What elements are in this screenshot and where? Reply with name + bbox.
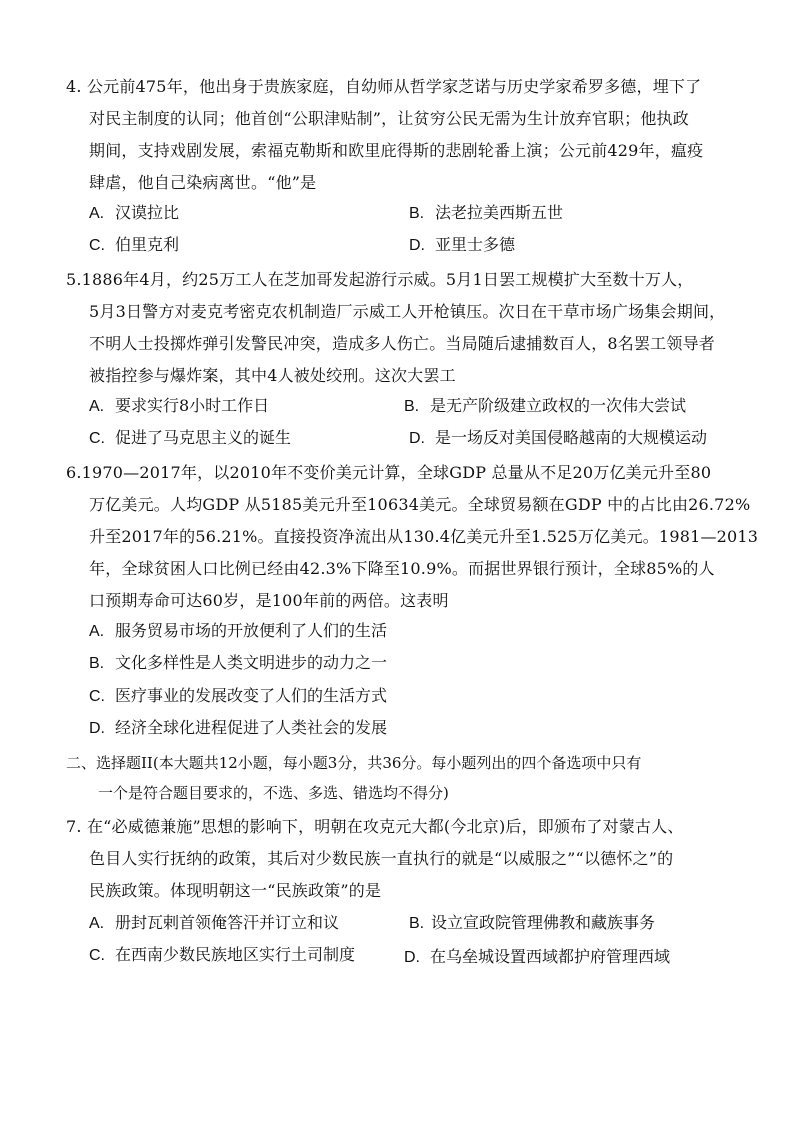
option-d: D. 在乌垒城设置西域都护府管理西域 — [404, 947, 671, 966]
question-text-line: 6.1970—2017年，以2010年不变价美元计算，全球GDP 总量从不足20万亿美元升至80 — [66, 463, 712, 482]
question-text-line: 民族政策。体现明朝这一“民族政策”的是 — [89, 881, 382, 900]
option-b: B. 文化多样性是人类文明进步的动力之一 — [89, 653, 388, 672]
question-text-line: 肆虐，他自己染病离世。“他”是 — [89, 173, 317, 192]
option-a: A. 服务贸易市场的开放便利了人们的生活 — [89, 621, 388, 640]
section-title: 二、选择题II(本大题共12小题，每小题3分，共36分。每小题列出的四个备选项中只有 — [66, 754, 642, 772]
question-text-line: 不明人士投掷炸弹引发警民冲突，造成多人伤亡。当局随后逮捕数百人，8名罢工领导者 — [89, 334, 715, 353]
question-text-line: 4. 公元前475年，他出身于贵族家庭，自幼师从哲学家芝诺与历史学家希罗多德，埋下了 — [66, 77, 702, 96]
option-a: A. 汉谟拉比 — [89, 203, 180, 222]
question-text-line: 年，全球贫困人口比例已经由42.3%下降至10.9%。而据世界银行预计，全球85%的人 — [89, 559, 715, 578]
option-d: D. 亚里士多德 — [409, 235, 516, 254]
question-text-line: 对民主制度的认同；他首创“公职津贴制”，让贫穷公民无需为生计放弃官职；他执政 — [89, 109, 689, 128]
question-text-line: 万亿美元。人均GDP 从5185美元升至10634美元。全球贸易额在GDP 中的占比由26.72% — [89, 495, 751, 514]
section-subtitle: 一个是符合题目要求的，不选、多选、错选均不得分) — [98, 784, 449, 802]
option-c: C. 伯里克利 — [89, 235, 180, 254]
option-d: D. 经济全球化进程促进了人类社会的发展 — [89, 718, 388, 737]
question-text-line: 5月3日警方对麦克考密克农机制造厂示威工人开枪镇压。次日在干草市场广场集会期间， — [89, 302, 726, 321]
question-text-line: 5.1886年4月，约25万工人在芝加哥发起游行示威。5月1日罢工规模扩大至数十万人， — [66, 270, 694, 289]
option-b: B. 是无产阶级建立政权的一次伟大尝试 — [404, 396, 687, 415]
question-text-line: 升至2017年的56.21%。直接投资净流出从130.4亿美元升至1.525万亿美元。1981—2013 — [89, 527, 759, 546]
option-c: C. 医疗事业的发展改变了人们的生活方式 — [89, 686, 388, 705]
question-text-line: 被指控参与爆炸案，其中4人被处绞刑。这次大罢工 — [89, 366, 456, 385]
option-a: A. 要求实行8小时工作日 — [89, 396, 270, 415]
question-text-line: 口预期寿命可达60岁，是100年前的两倍。这表明 — [89, 591, 449, 610]
option-c: C. 促进了马克思主义的诞生 — [89, 428, 292, 447]
option-a: A. 册封瓦剌首领俺答汗并订立和议 — [89, 913, 340, 932]
option-b: B. 设立宣政院管理佛教和藏族事务 — [409, 913, 656, 932]
option-b: B. 法老拉美西斯五世 — [409, 203, 564, 222]
option-d: D. 是一场反对美国侵略越南的大规模运动 — [409, 428, 708, 447]
question-text-line: 7. 在“必威德兼施”思想的影响下，明朝在攻克元大都(今北京)后，即颁布了对蒙古人、 — [66, 817, 684, 836]
question-text-line: 期间，支持戏剧发展，索福克勒斯和欧里庇得斯的悲剧轮番上演；公元前429年，瘟疫 — [89, 141, 704, 160]
question-text-line: 色目人实行抚纳的政策，其后对少数民族一直执行的就是“以威服之”“以德怀之”的 — [89, 849, 674, 868]
option-c: C. 在西南少数民族地区实行土司制度 — [89, 945, 356, 964]
